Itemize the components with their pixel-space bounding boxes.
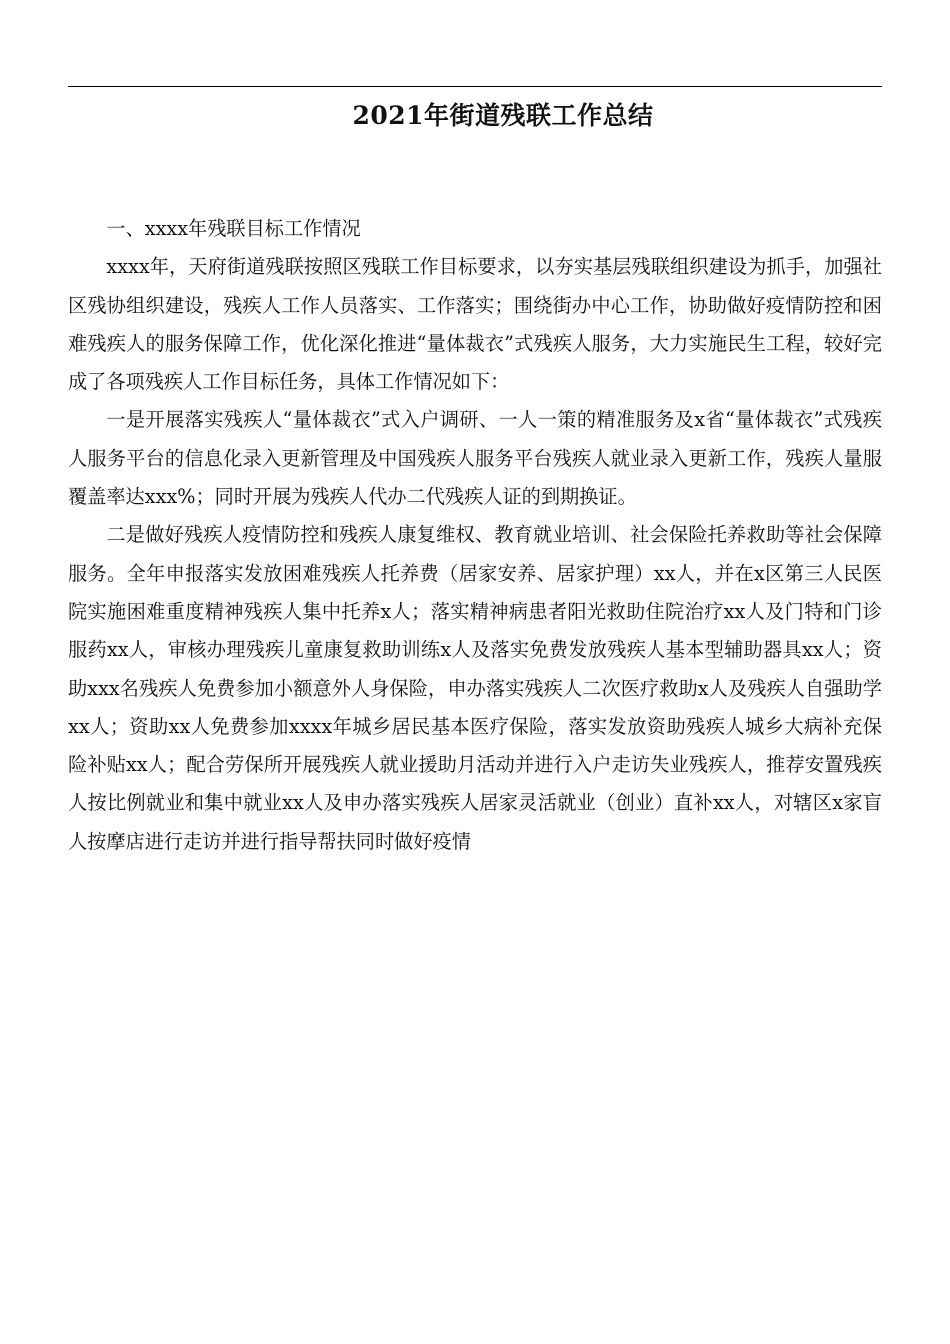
paragraph-intro: xxxx年，天府街道残联按照区残联工作目标要求，以夯实基层残联组织建设为抓手，加强社区残协组织建设，残疾人工作人员落实、工作落实；围绕街办中心工作，协助做好疫情防控和困难残疾人的服务保障工作，优化深化推进“量体裁衣”式残疾人服务，大力实施民生工程，较好完成了各项残疾人工作目标任务，具体工作情况如下： xyxy=(68,255,882,394)
section-heading: 一、xxxx年残联目标工作情况 xyxy=(106,217,361,240)
document-body xyxy=(68,210,882,861)
paragraph-item-two: 二是做好残疾人疫情防控和残疾人康复维权、教育就业培训、社会保险托养救助等社会保障服务。全年申报落实发放困难残疾人托养费（居家安养、居家护理）xx人，并在x区第三人民医院实施困难重度精神残疾人集中托养x人；落实精神病患者阳光救助住院治疗xx人及门特和门诊服药xx人，审核办理残疾儿童康复救助训练x人及落实免费发放残疾人基本型辅助器具xx人；资助xxx名残疾人免费参加小额意外人身保险，申办落实残疾人二次医疗救助x人及残疾人自强助学xx人；资助xx人免费参加xxxx年城乡居民基本医疗保险，落实发放资助残疾人城乡大病补充保险补贴xx人；配合劳保所开展残疾人就业援助月活动并进行入户走访失业残疾人，推荐安置残疾人按比例就业和集中就业xx人及申办落实残疾人居家灵活就业（创业）直补xx人，对辖区x家盲人按摩店进行走访并进行指导帮扶同时做好疫情 xyxy=(68,523,882,853)
header-rule xyxy=(68,86,882,87)
document-title: 2021年街道残联工作总结 xyxy=(352,101,654,130)
paragraph-item-one: 一是开展落实残疾人“量体裁衣”式入户调研、一人一策的精准服务及x省“量体裁衣”式残疾人服务平台的信息化录入更新管理及中国残疾人服务平台残疾人就业录入更新工作，残疾人量服覆盖率达xxx%；同时开展为残疾人代办二代残疾人证的到期换证。 xyxy=(68,408,882,509)
